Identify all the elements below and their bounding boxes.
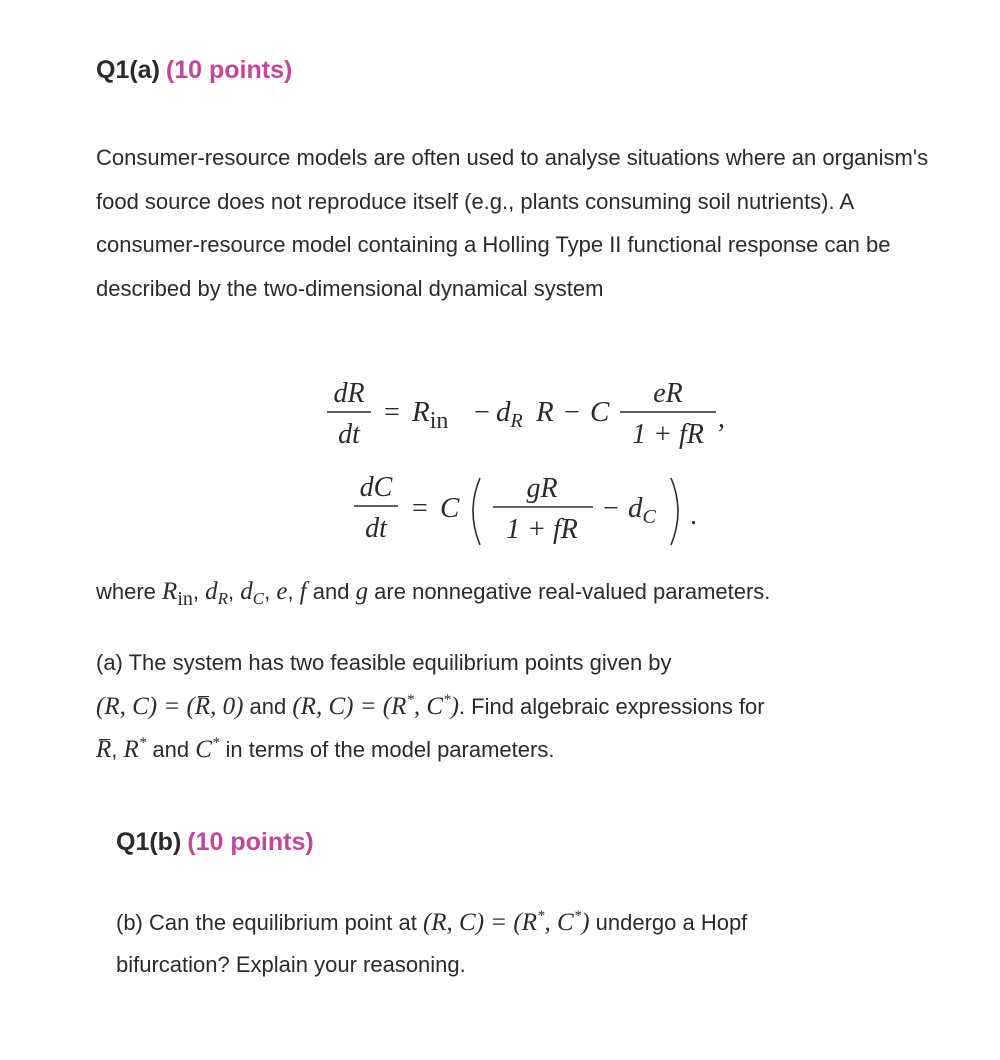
where-word: where <box>96 579 156 604</box>
eq2-dc: $d_C$ <box>628 492 656 528</box>
eq1-comma: , <box>718 403 725 434</box>
param-dr: $d_R$ <box>205 578 229 608</box>
parameters-line: where $R_{in}$, $d_R$, $d_C$, e, f and g are nonnegative real-valued parameters. <box>96 578 771 610</box>
part-b-line-1: (b) Can the equilibrium point at (R, C) = (R*, C*) undergo a Hopf <box>116 908 748 936</box>
q1a-title: Q1(a) <box>96 56 160 84</box>
eq2-frac-numerator: gR <box>526 473 558 504</box>
eq2-lhs-numerator: dC <box>359 472 393 503</box>
c-star: C* <box>195 735 220 763</box>
eq1-frac-denominator: 1 + fR <box>632 419 704 450</box>
equilibrium-star: (R, C) = (R*, C*) <box>422 908 590 936</box>
eq1-lhs-numerator: dR <box>333 378 365 409</box>
equation-dr-dt <box>327 378 725 450</box>
q1a-points: (10 points) <box>165 56 293 84</box>
param-g: g <box>355 578 369 605</box>
r-bar: R <box>96 736 112 763</box>
eq2-equals: = <box>412 493 428 524</box>
equilibrium-1: (R, C) = (R, 0) <box>96 693 244 720</box>
r-star: R* <box>123 735 147 763</box>
equilibrium-2: (R, C) = (R*, C*) <box>292 692 459 720</box>
eq2-minus: − <box>603 493 619 524</box>
param-dc: $d_C$ <box>240 578 265 608</box>
eq1-minus-2: − <box>564 397 580 428</box>
param-f: f <box>299 578 307 605</box>
q1b-heading <box>116 828 314 857</box>
eq2-left-paren <box>473 478 480 545</box>
param-rin: $R_{in}$ <box>162 578 193 610</box>
part-a-line-1: (a) The system has two feasible equilibrium points given by <box>96 650 672 675</box>
q1b-points: (10 points) <box>187 828 314 856</box>
eq1-rin: $R_{in}$ <box>412 396 449 434</box>
equation-dc-dt <box>354 472 697 545</box>
part-b-line-2: bifurcation? Explain your reasoning. <box>116 952 466 977</box>
part-a-line-2: (R, C) = (R, 0) and (R, C) = (R*, C*). Find algebraic expressions for <box>96 692 765 720</box>
eq2-period: . <box>690 500 697 531</box>
eq1-c: C <box>590 396 610 428</box>
eq2-c: C <box>440 492 460 524</box>
eq2-frac-denominator: 1 + fR <box>506 514 578 545</box>
q1b-title: Q1(b) <box>116 828 182 856</box>
eq2-right-paren <box>671 478 678 545</box>
eq1-minus-1: − <box>474 397 490 428</box>
part-a-line-3: R, R* and C* in terms of the model parameters. <box>96 735 555 763</box>
eq1-dr: $d_R$ <box>496 396 523 432</box>
eq1-equals: = <box>384 397 400 428</box>
param-e: e <box>276 578 288 605</box>
eq1-r: R <box>536 396 554 428</box>
eq1-frac-numerator: eR <box>653 378 683 409</box>
eq1-lhs-denominator: dt <box>338 419 360 450</box>
eq2-lhs-denominator: dt <box>365 513 387 544</box>
intro-paragraph: Consumer-resource models are often used to analyse situations where an organism's food source does not reproduce itself (e.g., plants consuming soil nutrients). A consumer-resource model containing a Holling Type II functional response can be described by the two-dimensional dynamical system <box>96 145 929 301</box>
